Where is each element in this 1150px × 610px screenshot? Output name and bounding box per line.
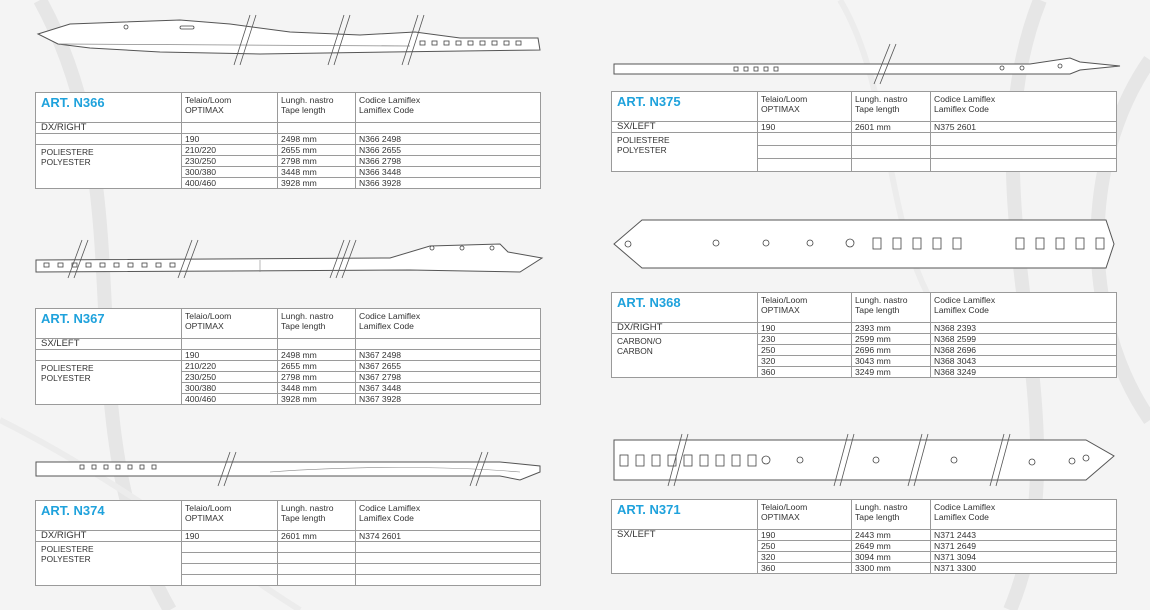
code-cell: N367 3448 (356, 383, 541, 394)
tape-drawing-n368 (610, 216, 1120, 272)
length-cell: 3300 mm (852, 563, 931, 574)
length-cell (852, 146, 931, 159)
code-cell (356, 575, 541, 586)
code-cell: N367 3928 (356, 394, 541, 405)
header-length: Lungh. nastro Tape length (852, 92, 931, 122)
code-cell: N367 2798 (356, 372, 541, 383)
length-cell (852, 159, 931, 172)
code-cell: N366 3448 (356, 167, 541, 178)
loom-cell: 400/460 (182, 394, 278, 405)
loom-cell: 400/460 (182, 178, 278, 189)
material-label: POLIESTERE POLYESTER (36, 542, 182, 586)
article-title: ART. N366 (36, 93, 182, 123)
side-label: SX/LEFT (612, 122, 758, 133)
header-code: Codice Lamiflex Lamiflex Code (356, 501, 541, 531)
header-code: Codice Lamiflex Lamiflex Code (931, 500, 1117, 530)
length-cell: 3249 mm (852, 367, 931, 378)
code-cell: N366 2655 (356, 145, 541, 156)
header-length: Lungh. nastro Tape length (852, 293, 931, 323)
length-cell: 2498 mm (278, 134, 356, 145)
loom-cell: 190 (758, 122, 852, 133)
code-cell: N368 2393 (931, 323, 1117, 334)
spec-table-n375 (611, 91, 1117, 172)
loom-cell: 300/380 (182, 167, 278, 178)
code-cell: N366 3928 (356, 178, 541, 189)
length-cell (278, 564, 356, 575)
length-cell: 3928 mm (278, 394, 356, 405)
article-title: ART. N371 (612, 500, 758, 530)
length-cell: 2599 mm (852, 334, 931, 345)
length-cell: 2601 mm (852, 122, 931, 133)
side-label: DX/RIGHT (36, 531, 182, 542)
code-cell (931, 146, 1117, 159)
article-title: ART. N375 (612, 92, 758, 122)
code-cell: N375 2601 (931, 122, 1117, 133)
header-loom: Telaio/Loom OPTIMAX (182, 93, 278, 123)
tape-drawing-n371 (610, 432, 1120, 490)
spec-table-n367 (35, 308, 541, 405)
tape-drawing-n374 (30, 446, 550, 492)
header-loom: Telaio/Loom OPTIMAX (758, 500, 852, 530)
code-cell: N371 3300 (931, 563, 1117, 574)
header-loom: Telaio/Loom OPTIMAX (182, 309, 278, 339)
length-cell: 2798 mm (278, 156, 356, 167)
code-cell: N368 3249 (931, 367, 1117, 378)
code-cell: N366 2498 (356, 134, 541, 145)
loom-cell (182, 564, 278, 575)
length-cell: 2655 mm (278, 145, 356, 156)
loom-cell: 250 (758, 345, 852, 356)
loom-cell: 190 (182, 531, 278, 542)
code-cell: N374 2601 (356, 531, 541, 542)
code-cell: N366 2798 (356, 156, 541, 167)
loom-cell: 190 (758, 323, 852, 334)
header-length: Lungh. nastro Tape length (278, 501, 356, 531)
length-cell: 2649 mm (852, 541, 931, 552)
side-label: DX/RIGHT (36, 123, 182, 134)
length-cell: 2443 mm (852, 530, 931, 541)
header-length: Lungh. nastro Tape length (278, 93, 356, 123)
loom-cell (758, 133, 852, 146)
loom-cell (758, 146, 852, 159)
code-cell: N368 2696 (931, 345, 1117, 356)
article-title: ART. N374 (36, 501, 182, 531)
code-cell (356, 553, 541, 564)
header-loom: Telaio/Loom OPTIMAX (182, 501, 278, 531)
material-label: POLIESTERE POLYESTER (36, 361, 182, 405)
code-cell (356, 542, 541, 553)
length-cell: 2393 mm (852, 323, 931, 334)
code-cell: N371 2649 (931, 541, 1117, 552)
side-label: SX/LEFT (612, 530, 758, 574)
material-label: POLIESTERE POLYESTER (36, 145, 182, 189)
loom-cell: 360 (758, 563, 852, 574)
spec-table-n366 (35, 92, 541, 189)
header-code: Codice Lamiflex Lamiflex Code (931, 293, 1117, 323)
length-cell: 2601 mm (278, 531, 356, 542)
loom-cell: 230/250 (182, 372, 278, 383)
code-cell: N371 2443 (931, 530, 1117, 541)
length-cell (278, 553, 356, 564)
length-cell: 3448 mm (278, 383, 356, 394)
tape-drawing-n367 (30, 232, 550, 282)
loom-cell: 210/220 (182, 361, 278, 372)
code-cell: N368 2599 (931, 334, 1117, 345)
spec-table-n374 (35, 500, 541, 586)
length-cell: 2655 mm (278, 361, 356, 372)
tape-drawing-n375 (610, 40, 1130, 86)
loom-cell: 300/380 (182, 383, 278, 394)
loom-cell (182, 553, 278, 564)
side-label: SX/LEFT (36, 339, 182, 350)
length-cell (278, 575, 356, 586)
spec-table-n371 (611, 499, 1117, 574)
loom-cell: 250 (758, 541, 852, 552)
header-loom: Telaio/Loom OPTIMAX (758, 92, 852, 122)
header-length: Lungh. nastro Tape length (278, 309, 356, 339)
length-cell (278, 542, 356, 553)
loom-cell: 320 (758, 552, 852, 563)
loom-cell: 190 (758, 530, 852, 541)
header-code: Codice Lamiflex Lamiflex Code (356, 93, 541, 123)
loom-cell (182, 542, 278, 553)
article-title: ART. N367 (36, 309, 182, 339)
code-cell: N367 2655 (356, 361, 541, 372)
code-cell: N367 2498 (356, 350, 541, 361)
code-cell: N371 3094 (931, 552, 1117, 563)
length-cell: 3928 mm (278, 178, 356, 189)
header-length: Lungh. nastro Tape length (852, 500, 931, 530)
loom-cell: 230/250 (182, 156, 278, 167)
header-code: Codice Lamiflex Lamiflex Code (931, 92, 1117, 122)
loom-cell: 320 (758, 356, 852, 367)
loom-cell (182, 575, 278, 586)
length-cell: 2696 mm (852, 345, 931, 356)
length-cell: 3043 mm (852, 356, 931, 367)
code-cell (356, 564, 541, 575)
loom-cell (758, 159, 852, 172)
code-cell (931, 159, 1117, 172)
spec-table-n368 (611, 292, 1117, 378)
article-title: ART. N368 (612, 293, 758, 323)
length-cell: 2498 mm (278, 350, 356, 361)
length-cell: 2798 mm (278, 372, 356, 383)
header-code: Codice Lamiflex Lamiflex Code (356, 309, 541, 339)
code-cell: N368 3043 (931, 356, 1117, 367)
loom-cell: 190 (182, 350, 278, 361)
code-cell (931, 133, 1117, 146)
side-label: DX/RIGHT (612, 323, 758, 334)
loom-cell: 210/220 (182, 145, 278, 156)
length-cell (852, 133, 931, 146)
material-label: CARBON/O CARBON (612, 334, 758, 378)
material-label: POLIESTERE POLYESTER (612, 133, 758, 172)
loom-cell: 190 (182, 134, 278, 145)
length-cell: 3448 mm (278, 167, 356, 178)
tape-drawing-n366 (30, 10, 550, 70)
loom-cell: 230 (758, 334, 852, 345)
length-cell: 3094 mm (852, 552, 931, 563)
loom-cell: 360 (758, 367, 852, 378)
header-loom: Telaio/Loom OPTIMAX (758, 293, 852, 323)
